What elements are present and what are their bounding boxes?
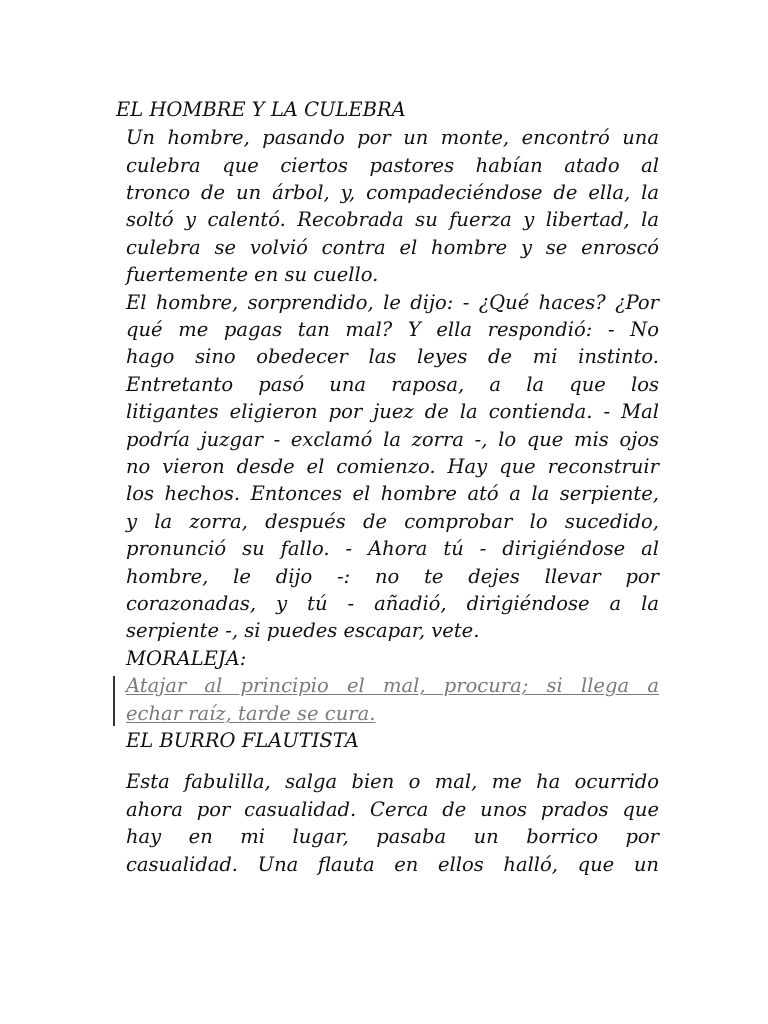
body-line: hago sino obedecer las leyes de mi instinto. (126, 345, 659, 368)
moral-line: echar raíz, tarde se cura. (126, 702, 376, 725)
body-line: pronunció su fallo. - Ahora tú - dirigiéndose al (126, 537, 659, 560)
body-line: culebra que ciertos pastores habían atado al (126, 154, 659, 177)
body-line: culebra se volvió contra el hombre y se enroscó (126, 236, 659, 259)
body-line: soltó y calentó. Recobrada su fuerza y libertad, la (126, 208, 659, 231)
body-line: hombre, le dijo -: no te dejes llevar por (126, 565, 659, 588)
body-line: serpiente -, si puedes escapar, vete. (126, 619, 480, 642)
moral-line: Atajar al principio el mal, procura; si llega a (126, 674, 659, 697)
fable-title: EL BURRO FLAUTISTA (126, 729, 359, 752)
body-line: no vieron desde el comienzo. Hay que reconstruir (126, 455, 659, 478)
body-line: litigantes eligieron por juez de la contienda. - Mal (126, 400, 659, 423)
body-line: Un hombre, pasando por un monte, encontró una (126, 126, 659, 149)
body-line: y la zorra, después de comprobar lo sucedido, (126, 510, 659, 533)
body-line: Esta fabulilla, salga bien o mal, me ha ocurrido (126, 770, 659, 793)
body-line: tronco de un árbol, y, compadeciéndose de ella, la (126, 181, 659, 204)
moral-heading: MORALEJA: (126, 647, 247, 670)
body-line: casualidad. Una flauta en ellos halló, que un (126, 853, 659, 876)
revision-change-bar (113, 676, 115, 726)
body-line: ahora por casualidad. Cerca de unos prados que (126, 798, 659, 821)
body-line: Entretanto pasó una raposa, a la que los (126, 373, 659, 396)
fable-title: EL HOMBRE Y LA CULEBRA (116, 98, 406, 121)
body-line: El hombre, sorprendido, le dijo: - ¿Qué haces? ¿Por (126, 291, 659, 314)
body-line: qué me pagas tan mal? Y ella respondió: - No (126, 318, 659, 341)
body-line: corazonadas, y tú - añadió, dirigiéndose a la (126, 592, 659, 615)
body-line: fuertemente en su cuello. (126, 263, 379, 286)
body-line: hay en mi lugar, pasaba un borrico por (126, 825, 659, 848)
body-line: podría juzgar - exclamó la zorra -, lo que mis ojos (126, 428, 659, 451)
body-line: los hechos. Entonces el hombre ató a la serpiente, (126, 482, 659, 505)
